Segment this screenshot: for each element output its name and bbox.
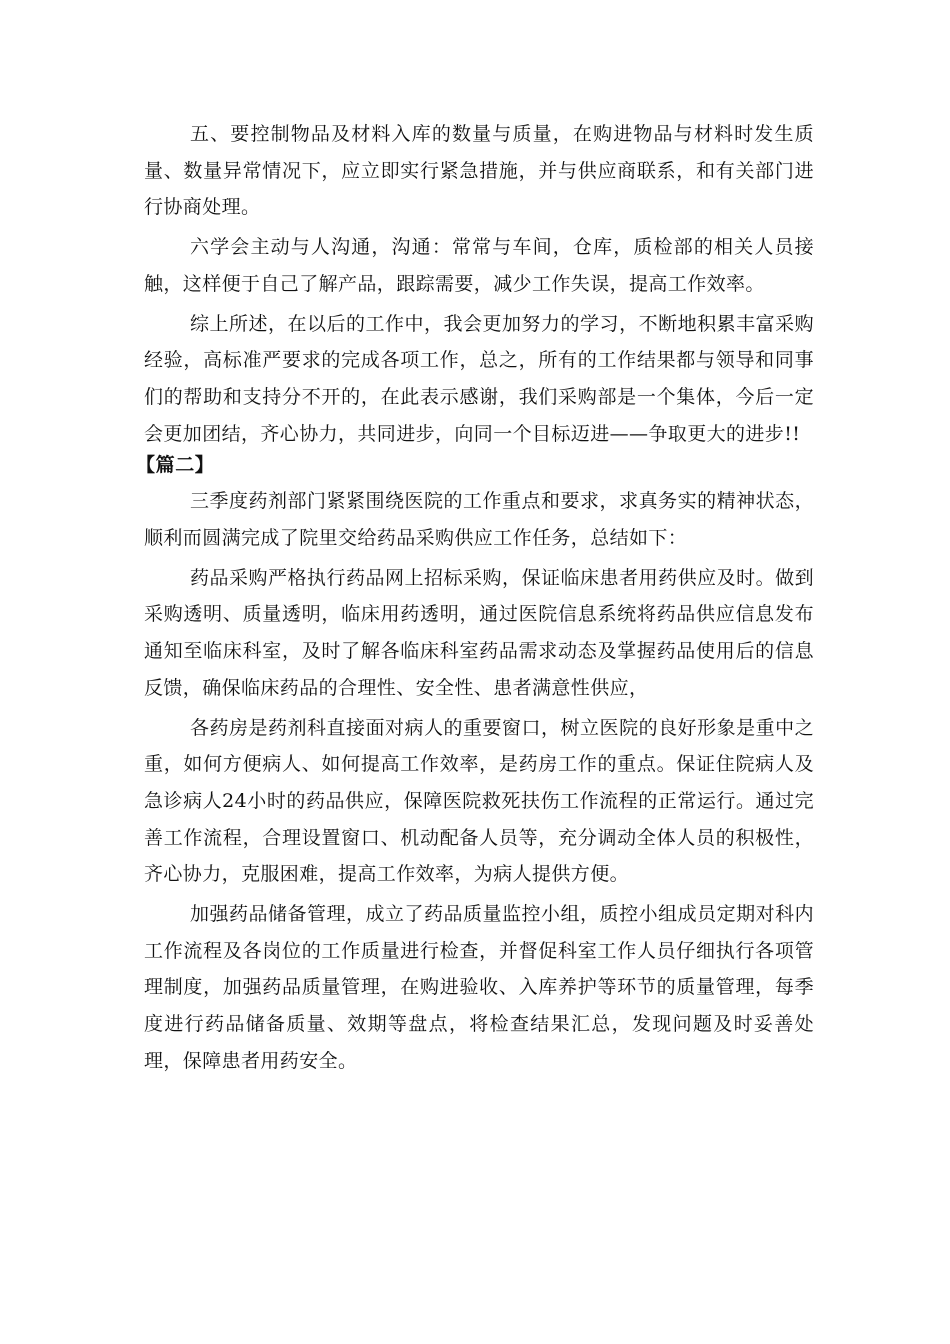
paragraph-control-inbound: 五、要控制物品及材料入库的数量与质量，在购进物品与材料时发生质量、数量异常情况下，应立即实行紧急措施，并与供应商联系，和有关部门进行协商处理。 — [144, 123, 814, 219]
paragraph-storage-management: 加强药品储备管理，成立了药品质量监控小组，质控小组成员定期对科内工作流程及各岗位的工作质量进行检查，并督促科室工作人员仔细执行各项管理制度，加强药品质量管理，在购进验收、入库养护等环节的质量管理，每季度进行药品储备质量、效期等盘点，将检查结果汇总，发现问题及时妥善处理，保障患者用药安全。 — [144, 903, 814, 1072]
paragraph-pharmacy-window: 各药房是药剂科直接面对病人的重要窗口，树立医院的良好形象是重中之重，如何方便病人、如何提高工作效率，是药房工作的重点。保证住院病人及急诊病人24小时的药品供应，保障医院救死扶伤工作流程的正常运行。通过完善工作流程，合理设置窗口、机动配备人员等，充分调动全体人员的积极性，齐心协力，克服困难，提高工作效率，为病人提供方便。 — [144, 716, 814, 886]
section-heading: 【篇二】 — [136, 454, 215, 477]
document-body — [136, 116, 814, 1083]
paragraph-communication: 六学会主动与人沟通，沟通：常常与车间，仓库，质检部的相关人员接触，这样便于自己了解产品，跟踪需要，减少工作失误，提高工作效率。 — [144, 236, 814, 295]
paragraph-drug-procurement: 药品采购严格执行药品网上招标采购，保证临床患者用药供应及时。做到采购透明、质量透明，临床用药透明，通过医院信息系统将药品供应信息发布通知至临床科室，及时了解各临床科室药品需求动态及掌握药品使用后的信息反馈，确保临床药品的合理性、安全性、患者满意性供应， — [144, 566, 814, 699]
paragraph-q3-intro: 三季度药剂部门紧紧围绕医院的工作重点和要求，求真务实的精神状态，顺利而圆满完成了院里交给药品采购供应工作任务，总结如下： — [144, 490, 814, 550]
paragraph-summary: 综上所述，在以后的工作中，我会更加努力的学习，不断地积累丰富采购经验，高标准严要求的完成各项工作，总之，所有的工作结果都与领导和同事们的帮助和支持分不开的，在此表示感谢，我们采购部是一个集体，今后一定会更加团结，齐心协力，共同进步，向同一个目标迈进——争取更大的进步!! — [144, 312, 814, 445]
